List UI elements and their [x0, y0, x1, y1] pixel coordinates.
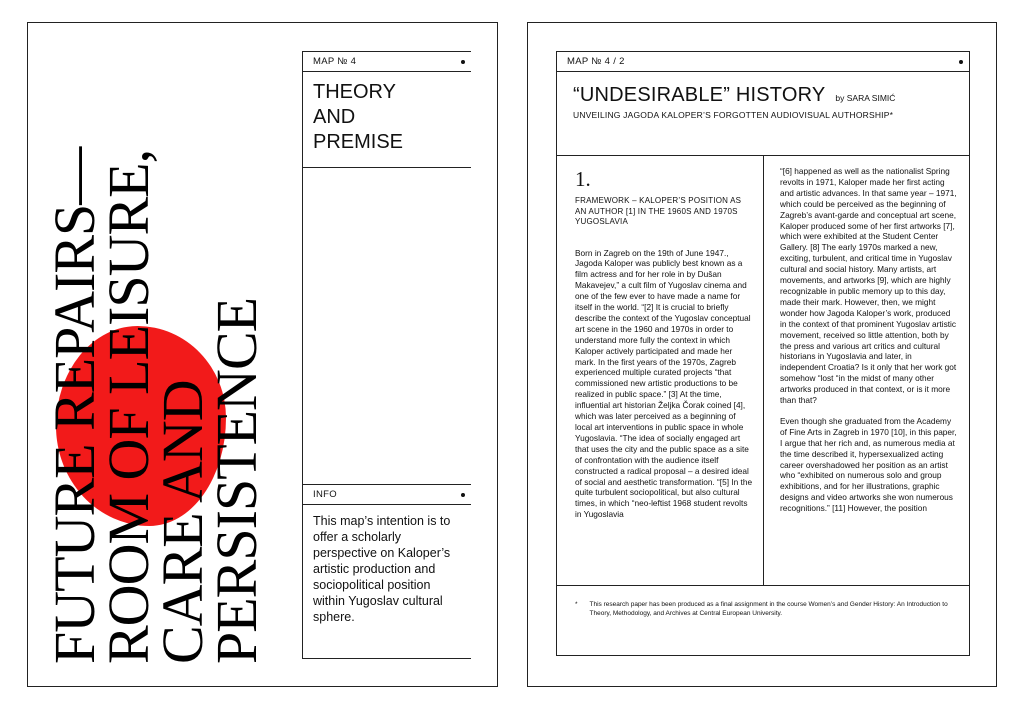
article-columns [557, 156, 969, 586]
section-number: 1. [575, 167, 591, 191]
left-column [557, 156, 764, 585]
article-header [557, 72, 969, 156]
left-sidebar [302, 51, 471, 659]
theory-line-3: PREMISE [313, 131, 404, 153]
bullet-dot-icon [461, 60, 465, 64]
bullet-dot-icon [461, 493, 465, 497]
theory-heading [303, 72, 471, 168]
footnote [557, 586, 969, 618]
vertical-title-line-1: FUTURE REPAIRS— [42, 147, 107, 664]
vertical-title-line-4: PERSISTENCE [204, 297, 269, 664]
body-paragraph: Born in Zagreb on the 19th of June 1947., Jagoda Kaloper was publicly best known as a film actress and for her role in by Dušan Makavejev,” a cult film of Yugoslav cinema and one of the few ever to have made a name for itself in the world. “[2] It is crucial to briefly describe the context of the Yugoslav conceptual art scene in the 1960 and 1970s in order to understand more fully the context in which Kaloper actively participated and made her mark. In the first years of the 1970s, Zagreb experienced multiple curated projects “that commissioned new artistic productions to be realized in public space.” [3] At the time, influential art historian Željka Čorak coined [4], which was later perceived as a beginning of local art interventions in public space in whole Yugoslavia. “The idea of socially engaged art that uses the city and the public space as a site of confrontation with the audience itself constructed a radical proposal – a desired ideal of social and aesthetic transformation. “[5] In the quite turbulent sociopolitical, but also cultural times, in which “neo-leftist 1968 student revolts in Yugoslavia [575, 247, 753, 520]
body-paragraph: Even though she graduated from the Academy of Fine Arts in Zagreb in 1970 [10], in this paper, I argue that her rich and, as numerous media at the time described it, hypersexualized acting career overshadowed her position as an artist who “exhibited on numerous solo and group exhibitions, and for her illustrations, graphic designs and video artworks she won numerous recognitions.” [11] However, the position [780, 415, 957, 514]
right-page [527, 22, 997, 687]
bullet-dot-icon [959, 60, 963, 64]
theory-line-2: AND [313, 106, 356, 128]
article-headline: “UNDESIRABLE” HISTORY [573, 84, 826, 106]
section-title: FRAMEWORK – KALOPER’S POSITION AS AN AUTHOR [1] IN THE 1960S AND 1970S YUGOSLAVIA [575, 196, 742, 226]
article-frame [556, 51, 970, 656]
article-subheading: UNVEILING JAGODA KALOPER’S FORGOTTEN AUDIOVISUAL AUTHORSHIP* [573, 110, 894, 120]
info-header-bar [303, 485, 471, 505]
body-paragraph: “[6] happened as well as the nationalist Spring revolts in 1971, Kaloper made her first acting and artistic advances. In that same year – 1971, which could be perceived as the beginning of Zagreb’s avant-garde and conceptual art scene, Kaloper produced some of her first artworks [7], which were exhibited at the Student Center Gallery. [8] The early 1970s marked a new, exciting, turbulent, and critical time in Yugoslav cultural and social history. Many artists, art movements, and artworks [9], which are highly recognizable in public memory up to this day, made their mark. However, then, we might wonder how Jagoda Kaloper’s work, produced in the context of that prominent Yugoslav artistic movement, received so little attention, both by the press and various art critics and cultural historians in Yugoslavia and later, in independent Croatia? Is it only that her work got somehow “lost “in the midst of many other artworks produced in that context, or is it more than that? [780, 166, 957, 406]
headline-row [573, 84, 959, 107]
map-header-bar [557, 52, 969, 72]
info-label: INFO [313, 489, 337, 500]
vertical-title-line-2: ROOM OF LEISURE, [96, 149, 161, 664]
map-label: MAP № 4 / 2 [567, 56, 625, 67]
footnote-text: This research paper has been produced as a final assignment in the course Women’s and Gender History: An Introduction to Theory, Methodology, and Archives at Central European University. [589, 601, 948, 617]
map-header-bar [303, 52, 471, 72]
byline: by SARA SIMIĆ [835, 93, 896, 103]
left-page [27, 22, 498, 687]
vertical-title [42, 147, 269, 664]
vertical-title-line-3: CARE AND [150, 380, 215, 664]
map-label: MAP № 4 [313, 56, 357, 67]
info-text: This map’s intention is to offer a scholarly perspective on Kaloper’s artistic production and sociopolitical position within Yugoslav cultural sphere. [313, 514, 451, 624]
footnote-marker: * [575, 601, 578, 608]
empty-panel [303, 168, 471, 485]
theory-line-1: THEORY [313, 81, 396, 103]
right-column [764, 156, 969, 585]
